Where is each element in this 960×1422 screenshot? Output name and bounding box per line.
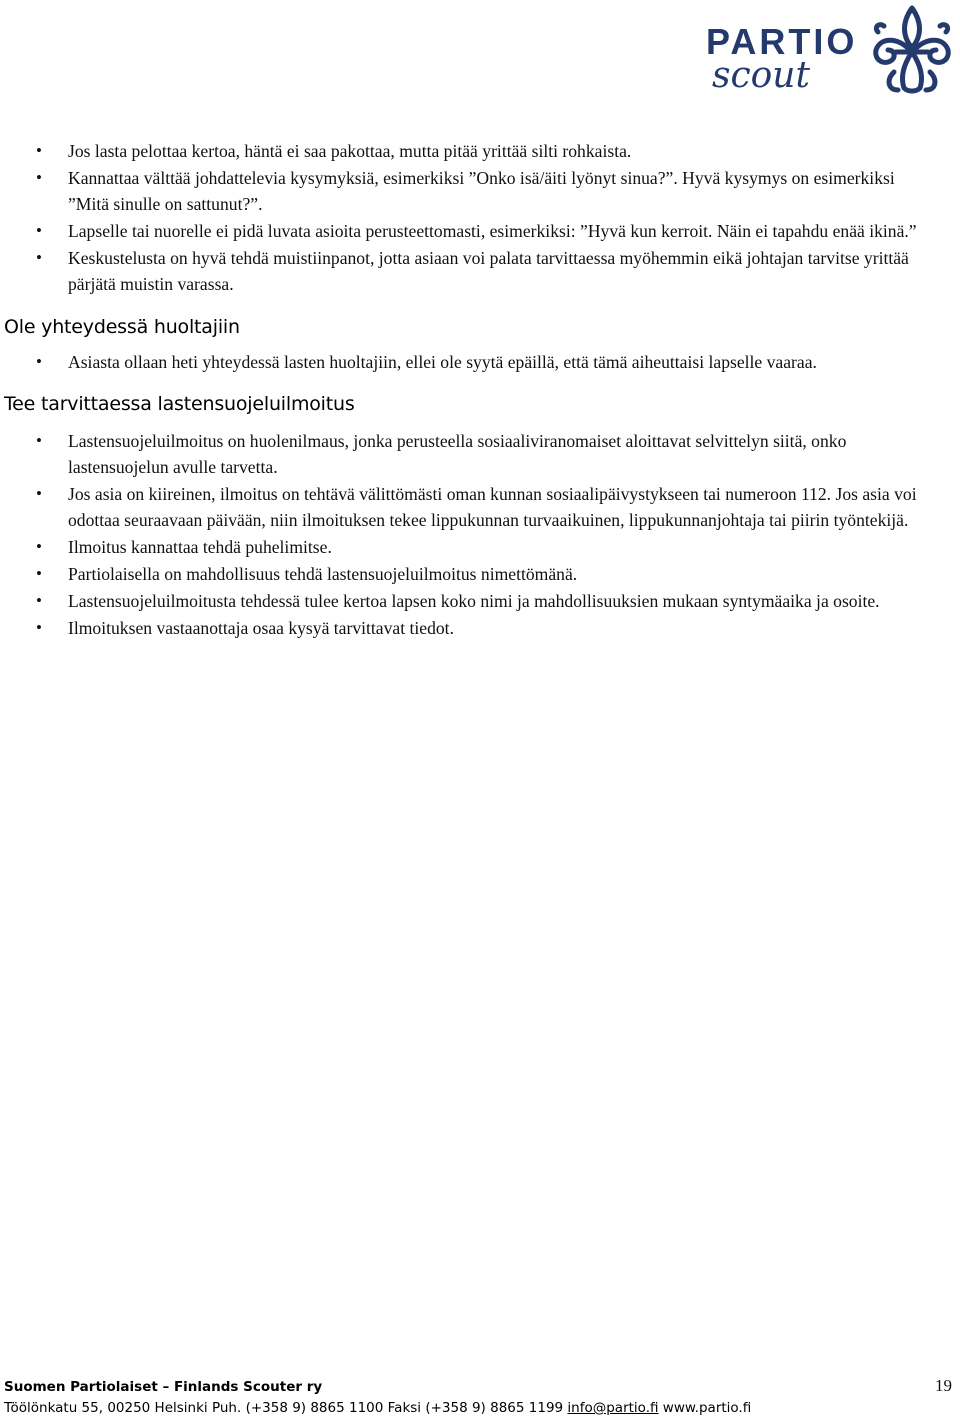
section1-bullet-list xyxy=(0,349,960,375)
logo-wordmark-scout: scout xyxy=(712,55,810,96)
list-item: • Kannattaa välttää johdattelevia kysymyksiä, esimerkiksi ”Onko isä/äiti lyönyt sinua?”. Hyvä kysymys on esimerkiksi ”Mitä sinulle on sattunut?”. xyxy=(0,165,960,217)
logo-wordmark-partio: PARTIO xyxy=(706,21,858,62)
list-item: • Partiolaisella on mahdollisuus tehdä lastensuojeluilmoitus nimettömänä. xyxy=(0,561,960,587)
list-item: • Asiasta ollaan heti yhteydessä lasten huoltajiin, ellei ole syytä epäillä, että tämä aiheuttaisi lapselle vaaraa. xyxy=(0,349,960,375)
footer-organization: Suomen Partiolaiset – Finlands Scouter ry xyxy=(4,1379,323,1395)
footer-email-link[interactable]: info@partio.fi xyxy=(567,1400,659,1416)
list-item: • Jos asia on kiireinen, ilmoitus on tehtävä välittömästi oman kunnan sosiaalipäivystykseen tai numeroon 112. Jos asia voi odottaa seuraavaan päivään, niin ilmoituksen tekee lippukunnan turvaaikuinen, lippukunnanjohtaja tai piirin työntekijä. xyxy=(0,481,960,533)
page-footer xyxy=(4,1378,960,1419)
section-heading-child-welfare-report: Tee tarvittaessa lastensuojeluilmoitus xyxy=(4,393,355,415)
section2-bullet-list xyxy=(0,428,960,641)
section-heading-contact-guardians: Ole yhteydessä huoltajiin xyxy=(4,316,240,338)
list-item: • Jos lasta pelottaa kertoa, häntä ei saa pakottaa, mutta pitää yrittää silti rohkaista. xyxy=(0,138,960,164)
list-item: • Ilmoitus kannattaa tehdä puhelimitse. xyxy=(0,534,960,560)
list-item: • Ilmoituksen vastaanottaja osaa kysyä tarvittavat tiedot. xyxy=(0,615,960,641)
document-body xyxy=(0,138,960,642)
intro-bullet-list xyxy=(0,138,960,297)
list-item: • Lastensuojeluilmoitusta tehdessä tulee kertoa lapsen koko nimi ja mahdollisuuksien mukaan syntymäaika ja osoite. xyxy=(0,588,960,614)
fleur-de-lis-icon xyxy=(866,2,958,96)
list-item: • Keskustelusta on hyvä tehdä muistiinpanot, jotta asiaan voi palata tarvittaessa myöhemmin eikä johtajan tarvitse yrittää pärjätä muistin varassa. xyxy=(0,245,960,297)
list-item: • Lapselle tai nuorelle ei pidä luvata asioita perusteettomasti, esimerkiksi: ”Hyvä kun kerroit. Näin ei tapahdu enää ikinä.” xyxy=(0,218,960,244)
list-item: • Lastensuojeluilmoitus on huolenilmaus, jonka perusteella sosiaaliviranomaiset aloittavat selvittelyn siitä, onko lastensuojelun avulle tarvetta. xyxy=(0,428,960,480)
page-number: 19 xyxy=(935,1376,952,1395)
footer-contact-line xyxy=(4,1397,960,1419)
footer-address: Töölönkatu 55, 00250 Helsinki Puh. (+358 9) 8865 1100 Faksi (+358 9) 8865 1199 xyxy=(4,1400,564,1416)
partio-scout-logo xyxy=(700,2,958,98)
footer-website[interactable]: www.partio.fi xyxy=(662,1400,752,1416)
